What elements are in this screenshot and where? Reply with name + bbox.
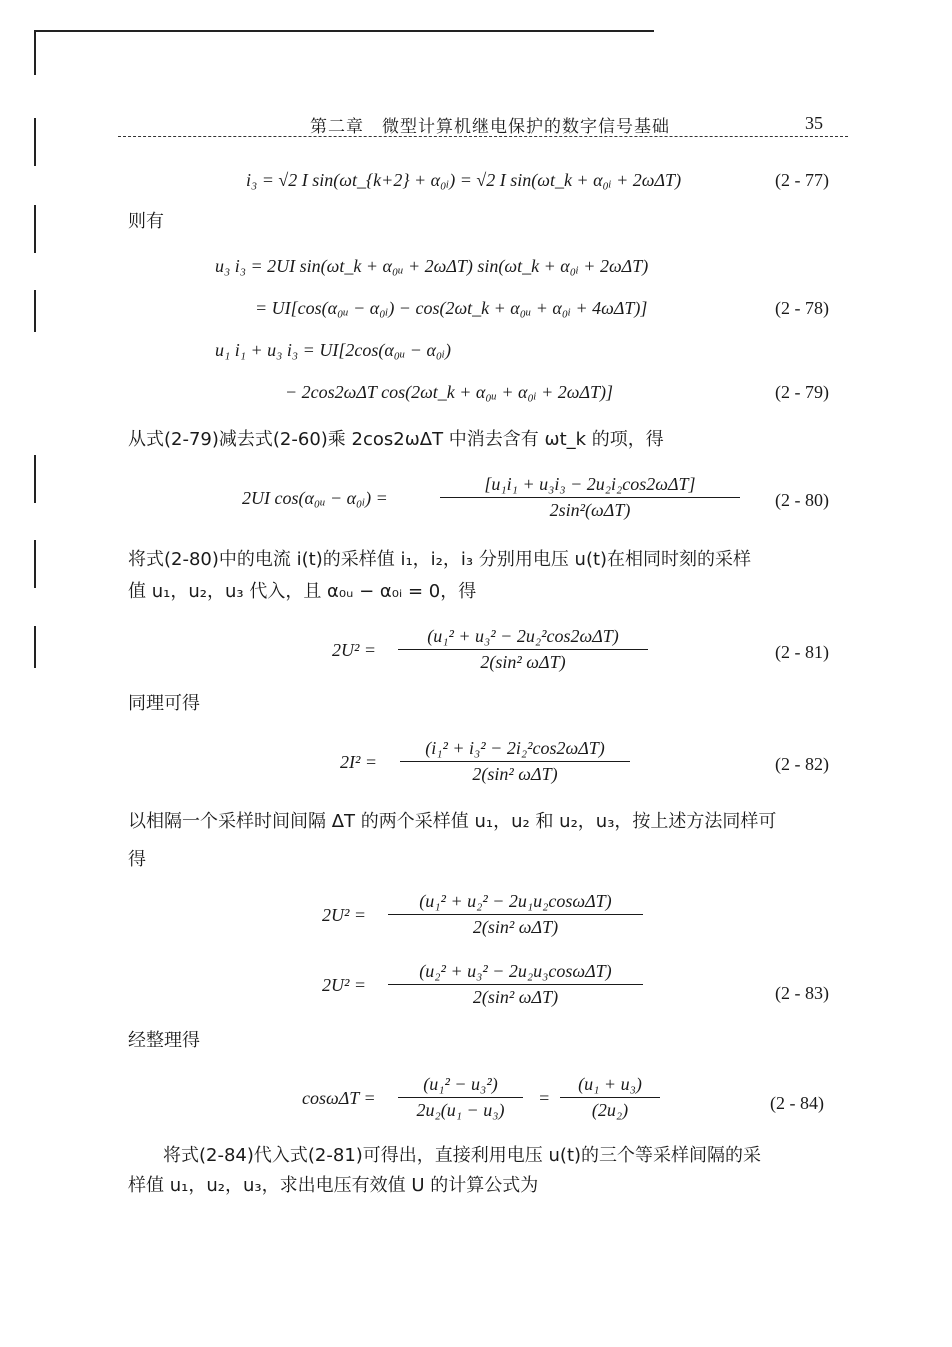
left-margin-mark xyxy=(34,626,36,668)
top-border-line xyxy=(34,30,654,32)
equation-2-82-fraction xyxy=(400,738,630,785)
fraction-numerator: [u₁i₁ + u₃i₃ − 2u₂i₂cos2ωΔT] xyxy=(440,474,740,498)
equation-number: (2 - 77) xyxy=(775,170,829,190)
equation-2-83b-lhs: 2U² = xyxy=(322,975,367,995)
fraction-denominator: 2(sin² ωΔT) xyxy=(472,764,558,784)
equation-number: (2 - 84) xyxy=(770,1093,824,1113)
fraction-numerator: (u₁² + u₂² − 2u₁u₂cosωΔT) xyxy=(388,891,643,915)
fraction-numerator: (i₁² + i₃² − 2i₂²cos2ωΔT) xyxy=(400,738,630,762)
equation-2-84-fraction-2 xyxy=(560,1074,660,1121)
equation-2-79b: − 2cos2ωΔT cos(2ωt_k + α₀ᵤ + α₀ᵢ + 2ωΔT)] xyxy=(285,382,614,402)
text-arrange: 经整理得 xyxy=(128,1030,200,1051)
paragraph: 样值 u₁，u₂，u₃，求出电压有效值 U 的计算公式为 xyxy=(128,1175,539,1196)
equation-2-79a: u₁ i₁ + u₃ i₃ = UI[2cos(α₀ᵤ − α₀ᵢ) xyxy=(215,340,451,360)
header-divider xyxy=(118,136,848,137)
left-margin-mark xyxy=(34,30,36,75)
equation-number: (2 - 81) xyxy=(775,642,829,662)
equation-2-80-lhs: 2UI cos(α₀ᵤ − α₀ᵢ) = xyxy=(242,488,388,508)
paragraph: 值 u₁，u₂，u₃ 代入，且 α₀ᵤ − α₀ᵢ = 0，得 xyxy=(128,581,477,602)
left-margin-mark xyxy=(34,290,36,332)
fraction-denominator: 2(sin² ωΔT) xyxy=(472,917,559,937)
fraction-denominator: (2u₂) xyxy=(591,1100,629,1120)
equation-number: (2 - 80) xyxy=(775,490,829,510)
left-margin-mark xyxy=(34,118,36,166)
equation-2-82-lhs: 2I² = xyxy=(340,752,378,772)
equation-2-78a: u₃ i₃ = 2UI sin(ωt_k + α₀ᵤ + 2ωΔT) sin(ωt_k + α₀ᵢ + 2ωΔT) xyxy=(215,256,649,276)
equation-2-77: i₃ = √2 I sin(ωt_{k+2} + α₀ᵢ) = √2 I sin(ωt_k + α₀ᵢ + 2ωΔT) xyxy=(246,170,682,190)
paragraph: 以相隔一个采样时间间隔 ΔT 的两个采样值 u₁，u₂ 和 u₂，u₃，按上述方法同样可 xyxy=(128,811,777,832)
text-similarly: 同理可得 xyxy=(128,693,200,714)
equals-sign: = xyxy=(538,1088,551,1108)
equation-number: (2 - 79) xyxy=(775,382,829,402)
equation-2-81-fraction xyxy=(398,626,648,673)
fraction-denominator: 2(sin² ωΔT) xyxy=(472,987,559,1007)
text-then: 则有 xyxy=(128,211,164,232)
equation-2-83a-lhs: 2U² = xyxy=(322,905,367,925)
left-margin-mark xyxy=(34,540,36,588)
fraction-denominator: 2u₂(u₁ − u₃) xyxy=(416,1100,505,1120)
equation-2-83b-fraction xyxy=(388,961,643,1008)
fraction-numerator: (u₁² + u₃² − 2u₂²cos2ωΔT) xyxy=(398,626,648,650)
paragraph: 将式(2-84)代入式(2-81)可得出，直接利用电压 u(t)的三个等采样间隔的采 xyxy=(163,1145,762,1166)
left-margin-mark xyxy=(34,455,36,503)
equation-number: (2 - 78) xyxy=(775,298,829,318)
fraction-denominator: 2sin²(ωΔT) xyxy=(549,500,631,520)
equation-2-83a-fraction xyxy=(388,891,643,938)
equation-number: (2 - 83) xyxy=(775,983,829,1003)
paragraph: 从式(2-79)减去式(2-60)乘 2cos2ωΔT 中消去含有 ωt_k 的项，得 xyxy=(128,429,664,450)
equation-number: (2 - 82) xyxy=(775,754,829,774)
fraction-denominator: 2(sin² ωΔT) xyxy=(480,652,566,672)
equation-2-84-fraction-1 xyxy=(398,1074,523,1121)
equation-2-78b: = UI[cos(α₀ᵤ − α₀ᵢ) − cos(2ωt_k + α₀ᵤ + α₀ᵢ + 4ωΔT)] xyxy=(255,298,648,318)
left-margin-mark xyxy=(34,205,36,253)
fraction-numerator: (u₁² − u₃²) xyxy=(398,1074,523,1098)
paragraph: 将式(2-80)中的电流 i(t)的采样值 i₁，i₂，i₃ 分别用电压 u(t)在相同时刻的采样 xyxy=(128,549,752,570)
chapter-header: 第二章 微型计算机继电保护的数字信号基础 xyxy=(310,117,670,137)
equation-2-81-lhs: 2U² = xyxy=(332,640,377,660)
fraction-numerator: (u₁ + u₃) xyxy=(560,1074,660,1098)
equation-2-80-fraction xyxy=(440,474,740,521)
paragraph: 得 xyxy=(128,849,146,870)
equation-2-84-lhs: cosωΔT = xyxy=(302,1088,376,1108)
page-number: 35 xyxy=(805,113,823,133)
fraction-numerator: (u₂² + u₃² − 2u₂u₃cosωΔT) xyxy=(388,961,643,985)
